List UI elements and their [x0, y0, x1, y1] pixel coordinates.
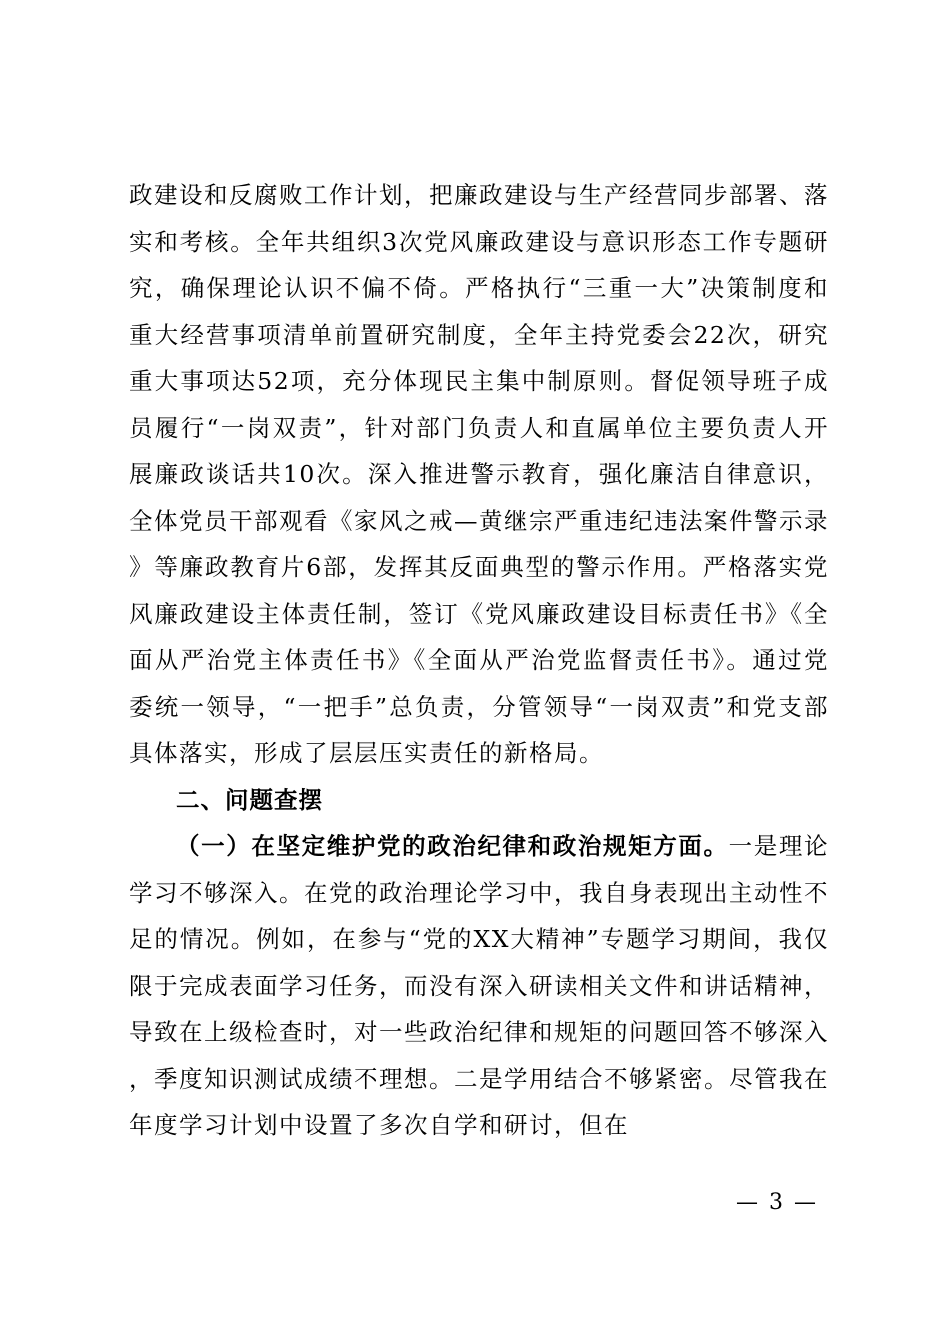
document-body — [129, 172, 829, 1149]
paragraph-issue-1 — [129, 823, 829, 1149]
page-number: — 3 — — [736, 1190, 818, 1215]
issue-1-body: 一是理论学习不够深入。在党的政治理论学习中，我自身表现出主动性不足的情况。例如，在参与“党的XX大精神”专题学习期间，我仅限于完成表面学习任务，而没有深入研读相关文件和讲话精神，导致在上级检查时，对一些政治纪律和规矩的问题回答不够深入，季度知识测试成绩不理想。二是学用结合不够紧密。尽管我在年度学习计划中设置了多次自学和研讨，但在 — [129, 832, 830, 1139]
paragraph-continuation: 政建设和反腐败工作计划，把廉政建设与生产经营同步部署、落实和考核。全年共组织3次党风廉政建设与意识形态工作专题研究，确保理论认识不偏不倚。严格执行“三重一大”决策制度和重大经营事项清单前置研究制度，全年主持党委会22次，研究重大事项达52项，充分体现民主集中制原则。督促领导班子成员履行“一岗双责”，针对部门负责人和直属单位主要负责人开展廉政谈话共10次。深入推进警示教育，强化廉洁自律意识，全体党员干部观看《家风之戒—黄继宗严重违纪违法案件警示录》等廉政教育片6部，发挥其反面典型的警示作用。严格落实党风廉政建设主体责任制，签订《党风廉政建设目标责任书》《全面从严治党主体责任书》《全面从严治党监督责任书》。通过党委统一领导，“一把手”总负责，分管领导“一岗双责”和党支部具体落实，形成了层层压实责任的新格局。 — [129, 181, 829, 767]
section-heading: 二、问题查摆 — [176, 785, 323, 814]
issue-1-lead: （一）在坚定维护党的政治纪律和政治规矩方面。 — [176, 832, 729, 860]
